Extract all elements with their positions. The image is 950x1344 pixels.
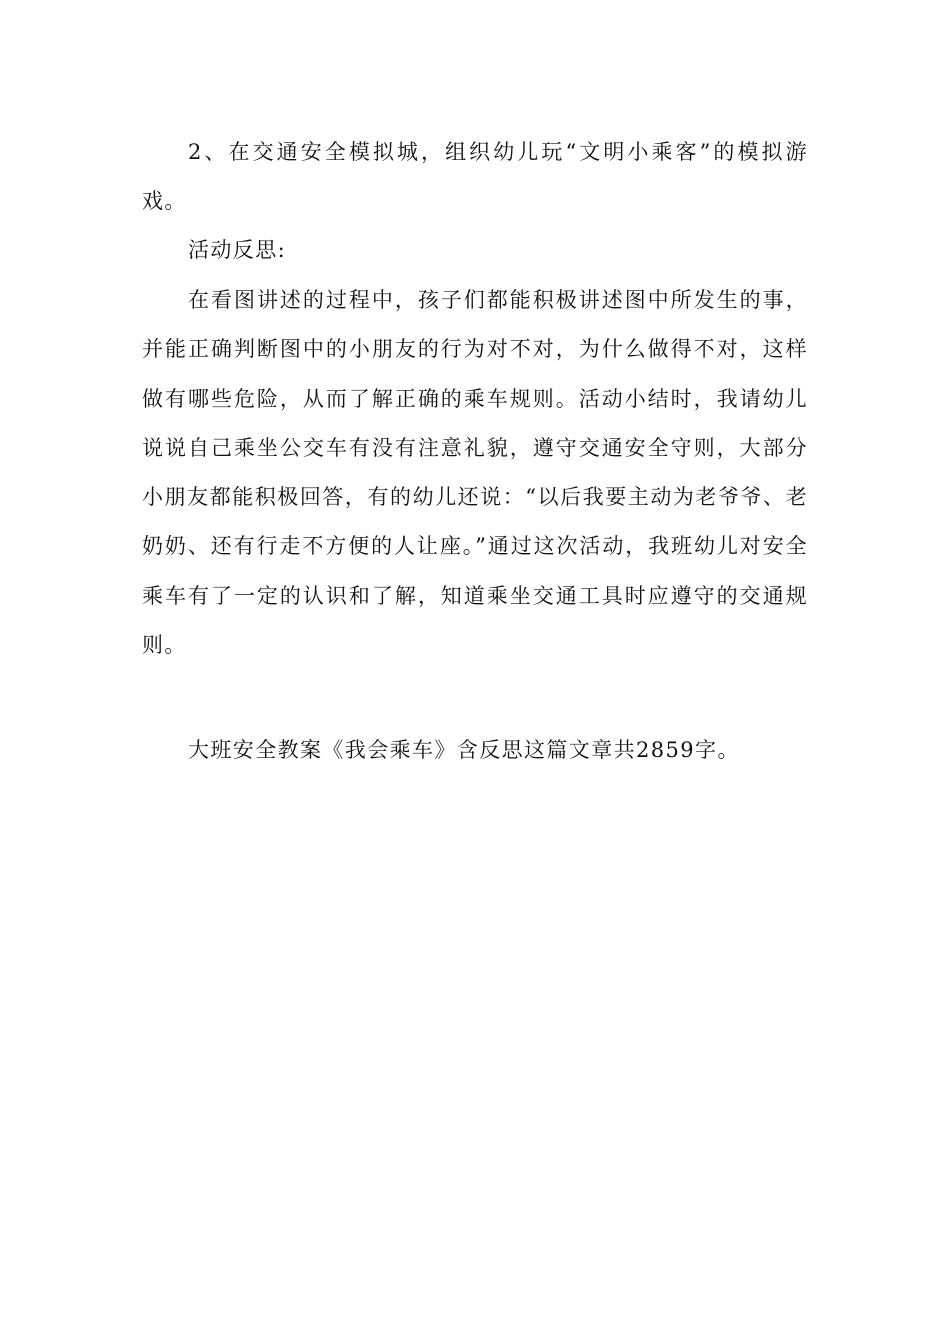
reflection-body: 在看图讲述的过程中，孩子们都能积极讲述图中所发生的事，并能正确判断图中的小朋友的行为对不对，为什么做得不对，这样做有哪些危险，从而了解正确的乘车规则。活动小结时，我请幼儿说说自己乘坐公交车有没有注意礼貌，遵守交通安全守则，大部分小朋友都能积极回答，有的幼儿还说：“以后我要主动为老爷爷、老奶奶、还有行走不方便的人让座。”通过这次活动，我班幼儿对安全乘车有了一定的认识和了解，知道乘坐交通工具时应遵守的交通规则。: [142, 288, 808, 658]
activity-item-2: 2、在交通安全模拟城，组织幼儿玩“文明小乘客”的模拟游戏。: [142, 140, 808, 214]
article-summary-line: 大班安全教案《我会乘车》含反思这篇文章共2859字。: [188, 738, 740, 762]
reflection-heading: 活动反思:: [188, 238, 287, 262]
